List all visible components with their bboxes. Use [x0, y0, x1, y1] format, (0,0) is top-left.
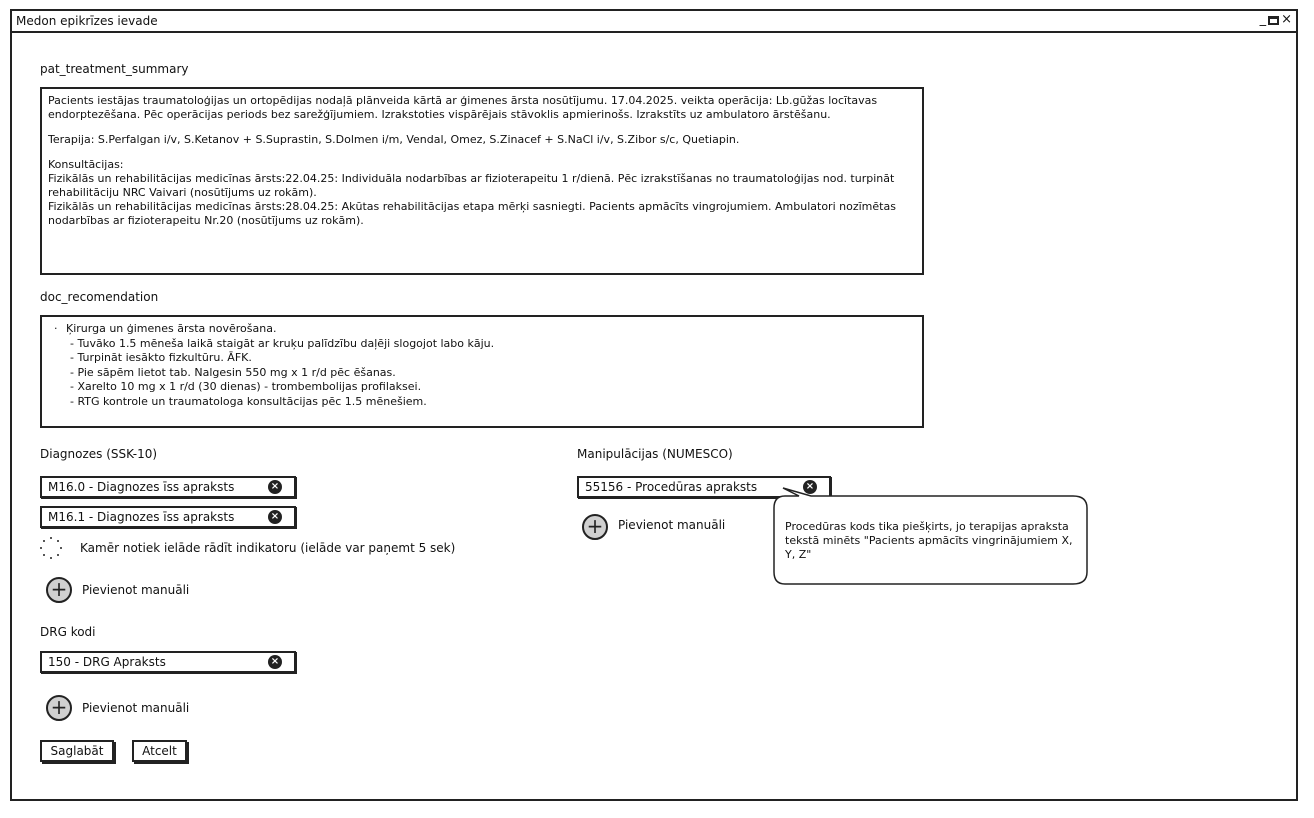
treatment-paragraph: Pacients iestājas traumatoloģijas un ortopēdijas nodaļā plānveida kārtā ar ģimenes ārsta nosūtījumu. 17.04.2025. veikta operācija: Lb.gūžas locītavas endorptezēšana. Pēc operācijas periods bez sarežģījumiem. Izrakstoties vispārējais stāvoklis apmierinošs. Izrakstīts uz ambulatoro ārstēšanu.	[48, 94, 881, 121]
bullet-icon: ·	[54, 322, 58, 335]
add-drg-icon[interactable]: +	[46, 695, 72, 721]
minimize-icon[interactable]: _	[1259, 12, 1267, 27]
treatment-summary-textarea[interactable]	[40, 87, 924, 275]
diagnosis-chip	[40, 506, 296, 528]
diagnosis-chip-label: M16.0 - Diagnozes īss apraksts	[48, 480, 235, 494]
procedure-tooltip	[773, 496, 1089, 585]
add-diagnosis-link[interactable]: Pievienot manuāli	[82, 583, 190, 597]
remove-icon[interactable]: ×	[268, 480, 282, 494]
save-button[interactable]: Saglabāt	[40, 740, 114, 762]
remove-icon[interactable]: ×	[268, 510, 282, 524]
remove-icon[interactable]: ×	[268, 655, 282, 669]
loading-text: Kamēr notiek ielāde rādīt indikatoru (ielāde var paņemt 5 sek)	[80, 541, 456, 555]
recommendation-first-text: Ķirurga un ģimenes ārsta novērošana.	[66, 322, 277, 335]
diagnosis-chip-label: M16.1 - Diagnozes īss apraksts	[48, 510, 235, 524]
add-drg-link[interactable]: Pievienot manuāli	[82, 701, 190, 715]
procedures-label: Manipulācijas (NUMESCO)	[577, 447, 733, 461]
window-title: Medon epikrīzes ievade	[16, 14, 158, 28]
tooltip-text: Procedūras kods tika piešķirts, jo terapijas apraksta tekstā minēts "Pacients apmācīts vingrinājumiem X, Y, Z"	[785, 520, 1073, 561]
recommendation-textarea[interactable]	[40, 315, 924, 428]
drg-chip-label: 150 - DRG Apraksts	[48, 655, 166, 669]
recommendation-item: - Pie sāpēm lietot tab. Nalgesin 550 mg x 1 r/d pēc ēšanas.	[70, 365, 396, 379]
recommendation-item: - RTG kontrole un traumatologa konsultācijas pēc 1.5 mēnešiem.	[70, 394, 427, 408]
loading-spinner-icon	[40, 537, 62, 559]
consultations-paragraph: Konsultācijas: Fizikālās un rehabilitācijas medicīnas ārsts:22.04.25: Individuāla nodarbības ar fizioterapeitu 1 r/dienā. Pēc izrakstīšanas no traumatoloģijas nod. turpināt rehabilitāciju NRC Vaivari (nosūtījums uz rokām). Fizikālās un rehabilitācijas medicīnas ārsts:28.04.25: Akūtas rehabilitācijas etapa mērķi sasniegti. Pacients apmācīts vingrojumiem. Ambulatori nozīmētas nodarbības ar fizioterapeitu Nr.20 (nosūtījums uz rokām).	[48, 158, 896, 227]
drg-chip	[40, 651, 296, 673]
treatment-summary-label: pat_treatment_summary	[40, 62, 189, 76]
procedure-chip	[577, 476, 831, 498]
cancel-button[interactable]: Atcelt	[132, 740, 187, 762]
recommendation-item: - Xarelto 10 mg x 1 r/d (30 dienas) - trombembolijas profilaksei.	[70, 380, 422, 393]
diagnosis-chip	[40, 476, 296, 498]
recommendation-label: doc_recomendation	[40, 290, 159, 304]
title-bar	[12, 11, 1296, 33]
procedure-chip-label: 55156 - Procedūras apraksts	[585, 480, 758, 494]
drg-label: DRG kodi	[40, 625, 96, 639]
recommendation-item: - Turpināt iesākto fizkultūru. ĀFK.	[70, 351, 252, 364]
remove-icon[interactable]: ×	[803, 480, 817, 494]
add-diagnosis-icon[interactable]: +	[46, 577, 72, 603]
add-procedure-link[interactable]: Pievienot manuāli	[618, 518, 726, 532]
maximize-icon[interactable]	[1268, 16, 1279, 25]
add-procedure-icon[interactable]: +	[582, 514, 608, 540]
window-controls	[1260, 13, 1292, 27]
recommendation-first-item	[54, 322, 922, 337]
therapy-paragraph: Terapija: S.Perfalgan i/v, S.Ketanov + S.Suprastin, S.Dolmen i/m, Vendal, Omez, S.Zinacef + S.NaCl i/v, S.Zibor s/c, Quetiapin.	[48, 133, 740, 146]
recommendation-item: - Tuvāko 1.5 mēneša laikā staigāt ar kruķu palīdzību daļēji slogojot labo kāju.	[70, 336, 495, 350]
diagnoses-label: Diagnozes (SSK-10)	[40, 447, 158, 461]
close-icon[interactable]: ×	[1281, 12, 1292, 27]
